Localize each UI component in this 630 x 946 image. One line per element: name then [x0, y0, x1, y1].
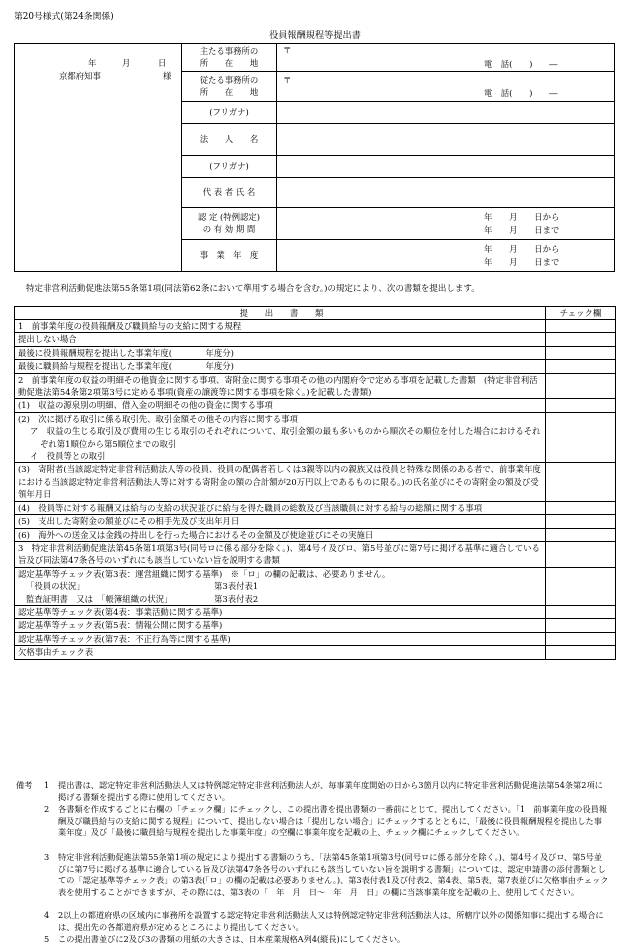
corp-furigana-label: (フリガナ): [182, 102, 277, 123]
fiscal-to: 年 月 日まで: [484, 257, 560, 267]
check-cell[interactable]: [546, 320, 616, 333]
submission-date: [88, 58, 166, 69]
audit-line: 監査証明書 又は 「帳簿組織の状況」 第3表付表2: [26, 593, 259, 604]
sub-office-value[interactable]: [277, 72, 614, 101]
header-documents: 提 出 書 類: [15, 307, 546, 320]
rep-furigana-value[interactable]: [277, 156, 614, 177]
fiscal-from: 年 月 日から: [484, 244, 560, 254]
note-item: 5 この提出書並びに2及び3の書類の用紙の大きさは、日本産業規格A列4(縦長)にしてください。: [44, 934, 406, 944]
table-row: 欠格事由チェック表: [15, 646, 616, 659]
date-month-label: 月: [122, 58, 131, 68]
document-title: 役員報酬規程等提出書: [269, 30, 361, 41]
date-year-label: 年: [88, 58, 97, 68]
phone-label: 電 話( ) ―: [484, 59, 558, 69]
check-cell[interactable]: [546, 541, 616, 567]
check-cell[interactable]: [546, 567, 616, 605]
notes-heading: 備考: [16, 780, 33, 790]
check-cell[interactable]: [546, 412, 616, 463]
sub-item-b: イ 役員等との取引: [30, 451, 106, 462]
table-row: (5) 支出した寄附金の額並びにその相手先及び支出年月日: [15, 515, 616, 528]
check-cell[interactable]: [546, 360, 616, 373]
intro-statement: 特定非営利活動促進法第55条第1項(同法第62条において準用する場合を含む。)の規定により、次の書類を提出します。: [26, 284, 480, 294]
row-fiscal-year: [182, 240, 614, 271]
row-corp-furigana: [182, 102, 614, 124]
header-check: チェック欄: [546, 307, 616, 320]
main-office-label: 主たる事務所の 所 在 地: [182, 44, 277, 71]
note-item: 2 各書類を作成するごとに右欄の「チェック欄」にチェックし、この提出書を提出書類の一番前にとじて、提出してください。「1 前事業年度の役員報酬及び職員給与の支給に関する規程」について、提出しない場合は「提出しない場合」にチェックするとともに、「最後に役員報酬規程を提出した事業年度」及び「最後に職員給与規程を提出した事業年度」の空欄に事業年度を記載の上、チェック欄にチェックしてください。: [44, 804, 608, 838]
table-row: (1) 収益の源泉別の明細、借入金の明細その他の資金に関する事項: [15, 399, 616, 412]
table-row: 1 前事業年度の役員報酬及び職員給与の支給に関する規程: [15, 320, 616, 333]
check-cell[interactable]: [546, 646, 616, 659]
row-rep-name: [182, 178, 614, 208]
corp-name-value[interactable]: [277, 124, 614, 155]
table-row: (6) 海外への送金又は金銭の持出しを行った場合におけるその金額及び使途並びにその実施日: [15, 528, 616, 541]
postal-mark: 〒: [283, 75, 292, 85]
fiscal-year-label: 事 業 年 度: [182, 240, 277, 271]
date-day-label: 日: [158, 58, 167, 68]
sub-item-a: ア 収益の生じる取引及び費用の生じる取引のそれぞれについて、取引金額の最も多いものから順次その順位を付した場合におけるそれぞれ第1順位から第5順位までの取引: [30, 426, 541, 449]
period-from: 年 月 日から: [484, 212, 560, 222]
fiscal-year-value[interactable]: [277, 240, 614, 271]
row-main-office: [182, 44, 614, 72]
note-item: 3 特定非営利活動促進法第55条第1項の規定により提出する書類のうち、「法第45条第1項第3号(同号ロに係る部分を除く。)、第4号イ及びロ、第5号並びに第7号に掲げる基準に適合している旨及び法第47条各号のいずれにも該当していない旨を説明する書類」については、認定申請書の添付書類としての「認定基準等チェック表」の第3表(「ロ」の欄の記載は必要ありません。)、第3表付表1及び付表2、第4表、第5表、第7表並びに欠格事由チェック表を使用することができますが、その際には、第3表の「 年 月 日～ 年 月 日」の欄に当該事業年度を記載の上、使用してください。: [44, 852, 609, 897]
check-cell[interactable]: [546, 463, 616, 501]
table-row: 3 特定非営利活動促進法第45条第1項第3号(同号ロに係る部分を除く。)、第4号イ及びロ、第5号並びに第7号に掲げる基準に適合している旨及び同法第47条各号のいずれにも該当していない旨を説明する書類: [15, 541, 616, 567]
check-cell[interactable]: [546, 515, 616, 528]
officer-status-line: 「役員の状況」 第3表付表1: [26, 581, 259, 592]
table-row: (4) 役員等に対する報酬又は給与の支給の状況並びに給与を得た職員の総数及び当該職員に対する給与の総額に関する事項: [15, 501, 616, 514]
postal-mark: 〒: [283, 45, 292, 55]
period-to: 年 月 日まで: [484, 225, 560, 235]
row-validity-period: [182, 208, 614, 240]
row-sub-office: [182, 72, 614, 102]
table-row: 最後に役員報酬規程を提出した事業年度( 年度分): [15, 346, 616, 359]
table-row: 認定基準等チェック表(第7表：不正行為等に関する基準): [15, 632, 616, 645]
note-item: 1 提出書は、認定特定非営利活動法人又は特例認定特定非営利活動法人が、毎事業年度開始の日から3箇月以内に特定非営利活動促進法第54条第2項に掲げる書類を提出する際に使用してください。: [44, 780, 603, 802]
corp-furigana-value[interactable]: [277, 102, 614, 123]
phone-label: 電 話( ) ―: [484, 88, 558, 98]
check-cell[interactable]: [546, 501, 616, 514]
table-row: 2 前事業年度の収益の明細その他資金に関する事項、寄附金に関する事項その他の内閣府令で定める事項を記載した書類 (特定非営利活動促進法第54条第2項第3号に定める事項(資産の譲渡等に関する事項を除く。)を記載した書類): [15, 373, 616, 399]
check-cell[interactable]: [546, 373, 616, 399]
row-corp-name: [182, 124, 614, 156]
check-cell[interactable]: [546, 346, 616, 359]
rep-furigana-label: (フリガナ): [182, 156, 277, 177]
check-cell[interactable]: [546, 632, 616, 645]
documents-checklist: [14, 306, 616, 660]
table-row: 提出しない場合: [15, 333, 616, 346]
rep-name-label: 代 表 者 氏 名: [182, 178, 277, 207]
validity-period-value[interactable]: [277, 208, 614, 239]
validity-period-label: 認 定 (特例認定) の 有 効 期 間: [182, 208, 277, 239]
sub-office-label: 従たる事務所の 所 在 地: [182, 72, 277, 101]
addressee-honorific: 様: [163, 71, 172, 81]
table-row: 認定基準等チェック表(第5表：情報公開に関する基準): [15, 619, 616, 632]
table-row: (2) 次に掲げる取引に係る取引先、取引金額その他その内容に関する事項 ア 収益の生じる取引及び費用の生じる取引のそれぞれについて、取引金額の最も多いものから順次その順位を付した場合におけるそれぞれ第1順位から第5順位までの取引 イ 役員等との取引: [15, 412, 616, 463]
addressee-name: 京都府知事: [59, 71, 101, 81]
main-office-value[interactable]: [277, 44, 614, 71]
addressee-cell: [15, 44, 182, 271]
table-row: 認定基準等チェック表(第3表：運営組織に関する基準) ※「ロ」の欄の記載は、必要ありません。 「役員の状況」 第3表付表1 監査証明書 又は 「帳簿組織の状況」 第3表付表2: [15, 567, 616, 605]
check-cell[interactable]: [546, 619, 616, 632]
table-row: 最後に職員給与規程を提出した事業年度( 年度分): [15, 360, 616, 373]
table-row: (3) 寄附者(当該認定特定非営利活動法人等の役員、役員の配偶者若しくは3親等以内の親族又は役員と特殊な関係のある者で、前事業年度における当該認定特定非営利活動法人等に対する寄附金の額の合計額が20万円以上であるものに限る。)の氏名並びにその寄附金の額及び受領年月日: [15, 463, 616, 501]
form-number: 第20号様式(第24条関係): [14, 12, 114, 22]
check-cell[interactable]: [546, 399, 616, 412]
check-cell[interactable]: [546, 605, 616, 618]
applicant-info-table: [14, 43, 615, 272]
checklist-header: [15, 307, 616, 320]
check-cell[interactable]: [546, 333, 616, 346]
rep-name-value[interactable]: [277, 178, 614, 207]
row-rep-furigana: [182, 156, 614, 178]
note-item: 4 2以上の都道府県の区域内に事務所を設置する認定特定非営利活動法人又は特例認定特定非営利活動法人は、所轄庁以外の関係知事に提出する場合には、提出先の各都道府県が定めるところにより提出してください。: [44, 910, 604, 932]
check-cell[interactable]: [546, 528, 616, 541]
corp-name-label: 法 人 名: [182, 124, 277, 155]
table-row: 認定基準等チェック表(第4表：事業活動に関する基準): [15, 605, 616, 618]
